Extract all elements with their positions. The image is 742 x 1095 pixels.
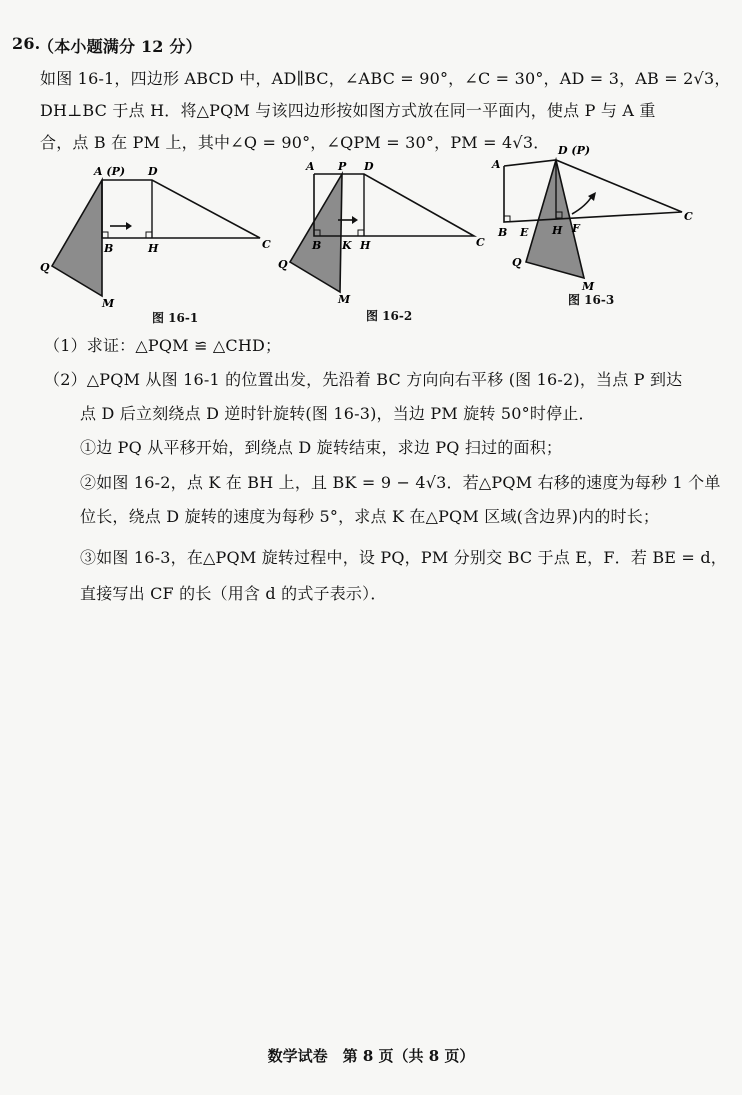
part-2-line-1: （2）△PQM 从图 16-1 的位置出发，先沿着 BC 方向向右平移 (图 16-2)，当点 P 到达	[44, 370, 683, 389]
label-a-p: A (P)	[94, 165, 126, 178]
arrow-head-icon	[352, 216, 358, 224]
figure-16-3	[486, 140, 706, 300]
label-m: M	[582, 280, 595, 293]
sub-question-1: ①边 PQ 从平移开始，到绕点 D 旋转结束，求边 PQ 扫过的面积；	[80, 438, 563, 457]
caption-16-2: 图 16-2	[366, 309, 413, 323]
figure-16-1	[40, 158, 280, 308]
rotation-arrow	[572, 196, 592, 214]
label-d: D	[148, 165, 158, 178]
intro-line-3: 合，点 B 在 PM 上，其中∠Q = 90°，∠QPM = 30°，PM = 4√3．	[40, 133, 550, 152]
label-f: F	[572, 222, 580, 235]
part-1: （1）求证：△PQM ≌ △CHD；	[44, 336, 282, 355]
label-b: B	[498, 226, 508, 239]
label-k: K	[342, 239, 352, 252]
label-a: A	[306, 160, 315, 173]
part-2-line-2: 点 D 后立刻绕点 D 逆时针旋转(图 16-3)，当边 PM 旋转 50°时停止．	[80, 404, 595, 423]
triangle-pqm	[52, 180, 102, 296]
label-h: H	[360, 239, 371, 252]
sub-question-2-line-2: 位长，绕点 D 旋转的速度为每秒 5°，求点 K 在△PQM 区域(含边界)内的时长；	[80, 507, 660, 526]
label-e: E	[520, 226, 529, 239]
label-a: A	[492, 158, 501, 171]
sub-question-3-line-2: 直接写出 CF 的长（用含 d 的式子表示）．	[80, 584, 387, 603]
intro-line-1: 如图 16-1，四边形 ABCD 中，AD∥BC，∠ABC = 90°，∠C = 30°，AD = 3，AB = 2√3，	[40, 69, 731, 88]
label-b: B	[104, 242, 114, 255]
score-note: （本小题满分 12 分）	[38, 37, 202, 56]
figure-16-2	[276, 158, 496, 308]
label-m: M	[338, 293, 351, 306]
right-angle-mark-h	[358, 230, 364, 236]
label-c: C	[476, 236, 485, 249]
sub-question-2-line-1: ②如图 16-2，点 K 在 BH 上，且 BK = 9 − 4√3．若△PQM 右移的速度为每秒 1 个单	[80, 473, 721, 492]
label-c: C	[262, 238, 271, 251]
sub-question-3-line-1: ③如图 16-3，在△PQM 旋转过程中，设 PQ，PM 分别交 BC 于点 E，F．若 BE = d，	[80, 548, 727, 567]
label-h: H	[148, 242, 159, 255]
intro-line-2: DH⊥BC 于点 H．将△PQM 与该四边形按如图方式放在同一平面内，使点 P 与 A 重	[40, 101, 656, 120]
label-q: Q	[40, 261, 50, 274]
quadrilateral-abcd	[102, 180, 260, 238]
problem-number: 26.	[12, 34, 41, 53]
caption-16-3: 图 16-3	[568, 293, 615, 307]
label-d-p: D (P)	[558, 144, 591, 157]
caption-16-1: 图 16-1	[152, 311, 199, 325]
label-q: Q	[512, 256, 522, 269]
label-h: H	[552, 224, 563, 237]
arrow-head-icon	[126, 222, 132, 230]
page-footer: 数学试卷 第 8 页（共 8 页）	[267, 1047, 475, 1065]
label-c: C	[684, 210, 693, 223]
triangle-pqm	[290, 174, 342, 292]
quadrilateral-abcd	[504, 160, 682, 222]
right-angle-mark-h	[146, 232, 152, 238]
right-angle-mark-b	[102, 232, 108, 238]
label-d: D	[364, 160, 374, 173]
label-q: Q	[278, 258, 288, 271]
label-p: P	[338, 160, 347, 173]
label-b: B	[312, 239, 322, 252]
label-m: M	[102, 297, 115, 308]
